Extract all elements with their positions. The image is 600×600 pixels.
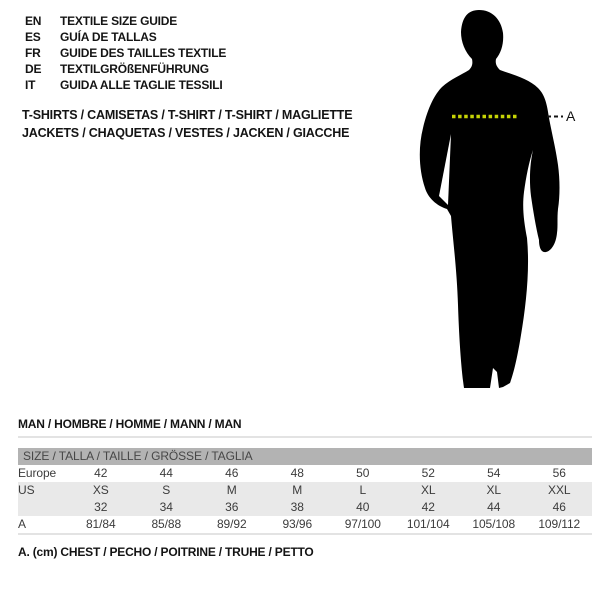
language-code: FR [25,46,41,60]
cell: 32 [94,500,108,514]
language-label: GUIDE DES TAILLES TEXTILE [60,46,227,60]
cell: S [162,483,171,497]
cell: 89/92 [216,517,247,531]
cell: L [359,483,367,497]
category-line-tshirts: T-SHIRTS / CAMISETAS / T-SHIRT / T-SHIRT / MAGLIETTE [22,108,353,122]
cell: 93/96 [282,517,313,531]
section-title-man: MAN / HOMBRE / HOMME / MANN / MAN [18,417,242,431]
size-table [18,448,592,535]
language-label: TEXTILE SIZE GUIDE [60,14,178,28]
cell: 109/112 [538,517,581,531]
cell: 42 [94,466,108,480]
cell: 36 [225,500,239,514]
size-table-header: SIZE / TALLA / TAILLE / GRÖSSE / TAGLIA [18,448,592,465]
cell: 85/88 [151,517,182,531]
category-line-jackets: JACKETS / CHAQUETAS / VESTES / JACKEN / GIACCHE [22,125,350,140]
table-bottom-divider [18,533,592,535]
cell: 97/100 [344,517,381,531]
table-row-numeric [18,499,592,516]
language-code: DE [25,62,42,76]
cell: 46 [225,466,239,480]
cell: 105/108 [472,517,516,531]
man-silhouette [420,10,560,388]
table-band [18,482,592,516]
cell: 44 [487,500,501,514]
table-row-europe [18,465,592,482]
row-label: Europe [18,466,57,480]
cell: 81/84 [85,517,116,531]
cell: 56 [552,466,566,480]
row-label: A [18,517,26,531]
cell: 40 [356,500,370,514]
row-label: US [18,483,35,497]
table-top-divider [18,436,592,438]
cell: 101/104 [406,517,450,531]
cell: M [226,483,237,497]
cell: 52 [421,466,435,480]
cell: 46 [552,500,566,514]
cell: XS [92,483,109,497]
table-row-chest [18,516,592,533]
cell: XL [486,483,501,497]
cell: 44 [159,466,173,480]
language-label: GUIDA ALLE TAGLIE TESSILI [60,78,223,92]
language-label: TEXTILGRÖßENFÜHRUNG [60,62,209,76]
table-row-us [18,482,592,499]
cell: 42 [421,500,435,514]
cell: M [292,483,303,497]
cell: 54 [487,466,501,480]
cell: XXL [548,483,571,497]
language-label: GUÍA DE TALLAS [60,30,157,44]
footnote-chest: A. (cm) CHEST / PECHO / POITRINE / TRUHE / PETTO [18,545,314,559]
cell: XL [421,483,436,497]
cell: 50 [356,466,370,480]
measure-label-a: A [566,108,576,124]
cell: 38 [290,500,304,514]
language-code: ES [25,30,41,44]
cell: 34 [159,500,173,514]
language-code: IT [25,78,36,92]
cell: 48 [290,466,304,480]
language-code: EN [25,14,42,28]
